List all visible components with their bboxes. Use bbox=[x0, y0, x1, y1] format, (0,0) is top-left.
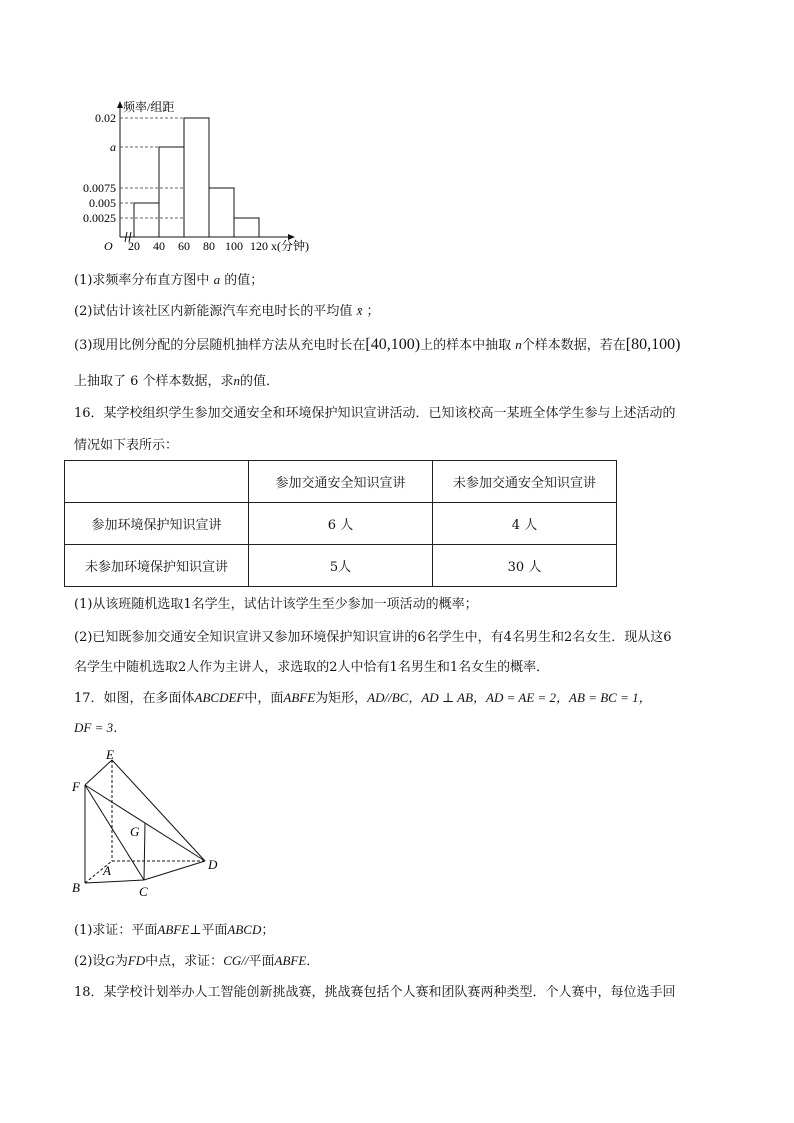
table-header-cell: 未参加交通安全知识宣讲 bbox=[433, 461, 617, 503]
q17-p2-text-d: 平面 bbox=[248, 954, 275, 969]
q17-face-name: ABFE bbox=[283, 690, 316, 705]
table-cell: 参加环境保护知识宣讲 bbox=[65, 503, 249, 545]
q17-text-a: 17．如图，在多面体 bbox=[74, 691, 195, 706]
histogram-bar-60-80 bbox=[184, 118, 209, 237]
x-tick-label: 100 bbox=[225, 239, 243, 253]
x-tick-label: 40 bbox=[153, 239, 165, 253]
vertex-label-C: C bbox=[139, 884, 148, 898]
q17-stem-line2: DF = 3． bbox=[74, 720, 127, 735]
histogram-bar-20-40 bbox=[134, 203, 159, 237]
q17-p2-cg: CG// bbox=[223, 953, 249, 968]
q17-p2-text-c: 中点，求证： bbox=[145, 954, 224, 969]
point-label-G: G bbox=[130, 824, 140, 839]
x-tick-label: 60 bbox=[178, 239, 190, 253]
q17-conditions: AD//BC，AD ⊥ AB，AD = AE = 2，AB = BC = 1， bbox=[367, 690, 652, 705]
q15-p3-text-d: 上抽取了 6 个样本数据，求 bbox=[74, 374, 234, 389]
q17-text-c: 为矩形， bbox=[315, 691, 368, 706]
q17-text-b: 中，面 bbox=[244, 691, 284, 706]
q17-p2-point-g: G bbox=[105, 953, 115, 968]
q15-p2-text: (2)试估计该社区内新能源汽车充电时长的平均值 bbox=[74, 304, 353, 319]
q15-part3-line1 bbox=[74, 337, 680, 354]
q17-stem-line1 bbox=[74, 690, 652, 707]
q18-stem-line1: 18．某学校计划举办人工智能创新挑战赛，挑战赛包括个人赛和团队赛两种类型．个人赛中，每位选手回 bbox=[74, 985, 676, 1000]
q15-p3-text-b: 上的样本中抽取 bbox=[420, 338, 512, 353]
edge-CD bbox=[144, 861, 205, 880]
q17-p1-text-c: ； bbox=[261, 923, 275, 938]
histogram-bar-80-100 bbox=[209, 188, 234, 237]
q17-p1-text-a: (1)求证：平面 bbox=[74, 923, 158, 938]
q17-part1 bbox=[74, 922, 274, 939]
vertex-label-D: D bbox=[208, 857, 218, 872]
y-tick-label: 0.0075 bbox=[83, 181, 116, 195]
table-header-row bbox=[65, 461, 617, 503]
histogram-bar-100-120 bbox=[234, 218, 259, 237]
q17-part2 bbox=[74, 953, 319, 970]
y-tick-label: 0.02 bbox=[95, 111, 116, 125]
table-header-cell: 参加交通安全知识宣讲 bbox=[249, 461, 433, 503]
frequency-histogram bbox=[70, 95, 330, 260]
x-tick-label: 80 bbox=[203, 239, 215, 253]
q15-p3-text-c: 个样本数据，若在 bbox=[521, 338, 626, 353]
y-tick-label: 0.005 bbox=[89, 196, 116, 210]
q17-p2-text-b: 为 bbox=[114, 954, 128, 969]
vertex-label-E: E bbox=[106, 748, 114, 762]
q16-part2-line2: 名学生中随机选取2人作为主讲人，求选取的2人中恰有1名男生和1名女生的概率． bbox=[74, 660, 550, 675]
q17-p1-face2: ABCD bbox=[227, 922, 262, 937]
q15-p3-var2: n bbox=[233, 373, 241, 388]
q16-part1: (1)从该班随机选取1名学生，试估计该学生至少参加一项活动的概率； bbox=[74, 597, 478, 612]
q15-p2-tail: ； bbox=[366, 304, 380, 319]
table-cell: 6 人 bbox=[249, 503, 433, 545]
table-cell: 4 人 bbox=[433, 503, 617, 545]
q17-p2-text-e: ． bbox=[306, 954, 320, 969]
origin-label: O bbox=[104, 239, 113, 253]
q16-stem-line2: 情况如下表所示： bbox=[74, 438, 179, 453]
q15-part2 bbox=[74, 303, 380, 320]
q15-p3-text-e: 的值． bbox=[240, 374, 280, 389]
table-header-cell bbox=[65, 461, 249, 503]
q15-part1 bbox=[74, 272, 263, 289]
y-tick-label: a bbox=[110, 140, 116, 154]
q17-p2-face: ABFE bbox=[274, 953, 307, 968]
q16-part2-line1: (2)已知既参加交通安全知识宣讲又参加环境保护知识宣讲的6名学生中，有4名男生和2名女生．现从这6 bbox=[74, 630, 672, 645]
q15-part3-line2 bbox=[74, 373, 279, 390]
segment-CG bbox=[144, 823, 145, 880]
edge-EF bbox=[85, 760, 112, 785]
q16-table bbox=[64, 460, 617, 587]
polyhedron-figure bbox=[68, 748, 228, 898]
q15-p1-text: (1)求频率分布直方图中 bbox=[74, 273, 210, 288]
q17-p2-segment-fd: FD bbox=[127, 953, 146, 968]
q15-interval-2: [80,100) bbox=[625, 336, 681, 353]
table-cell: 30 人 bbox=[433, 545, 617, 587]
x-tick-label: 20 bbox=[128, 239, 140, 253]
q16-stem-line1: 16．某学校组织学生参加交通安全和环境保护知识宣讲活动．已知该校高一某班全体学生参与上述活动的 bbox=[74, 406, 676, 421]
q17-polyhedron-name: ABCDEF bbox=[194, 690, 245, 705]
x-axis-label: x(分钟) bbox=[271, 239, 309, 253]
q15-p3-text-a: (3)现用比例分配的分层随机抽样方法从充电时长在 bbox=[74, 338, 366, 353]
table-row bbox=[65, 545, 617, 587]
vertex-label-F: F bbox=[72, 779, 80, 794]
table-row bbox=[65, 503, 617, 545]
q15-interval-1: [40,100) bbox=[365, 336, 421, 353]
q15-p3-var: n bbox=[515, 337, 522, 352]
histogram-bar-40-60 bbox=[159, 147, 184, 237]
table-cell: 5人 bbox=[249, 545, 433, 587]
q15-p1-var: a bbox=[213, 272, 221, 287]
y-tick-label: 0.0025 bbox=[83, 211, 116, 225]
x-tick-label: 120 bbox=[250, 239, 268, 253]
q17-p1-face1: ABFE bbox=[157, 922, 190, 937]
q17-p2-text-a: (2)设 bbox=[74, 954, 106, 969]
table-cell: 未参加环境保护知识宣讲 bbox=[65, 545, 249, 587]
y-axis-label: 频率/组距 bbox=[123, 100, 175, 114]
edge-BC bbox=[85, 880, 144, 883]
vertex-label-A: A bbox=[103, 863, 111, 878]
q15-p2-var: x̄ bbox=[356, 303, 363, 318]
q15-p1-tail: 的值； bbox=[224, 273, 264, 288]
q17-p1-text-b: ⊥平面 bbox=[189, 923, 228, 938]
vertex-label-B: B bbox=[72, 880, 80, 895]
